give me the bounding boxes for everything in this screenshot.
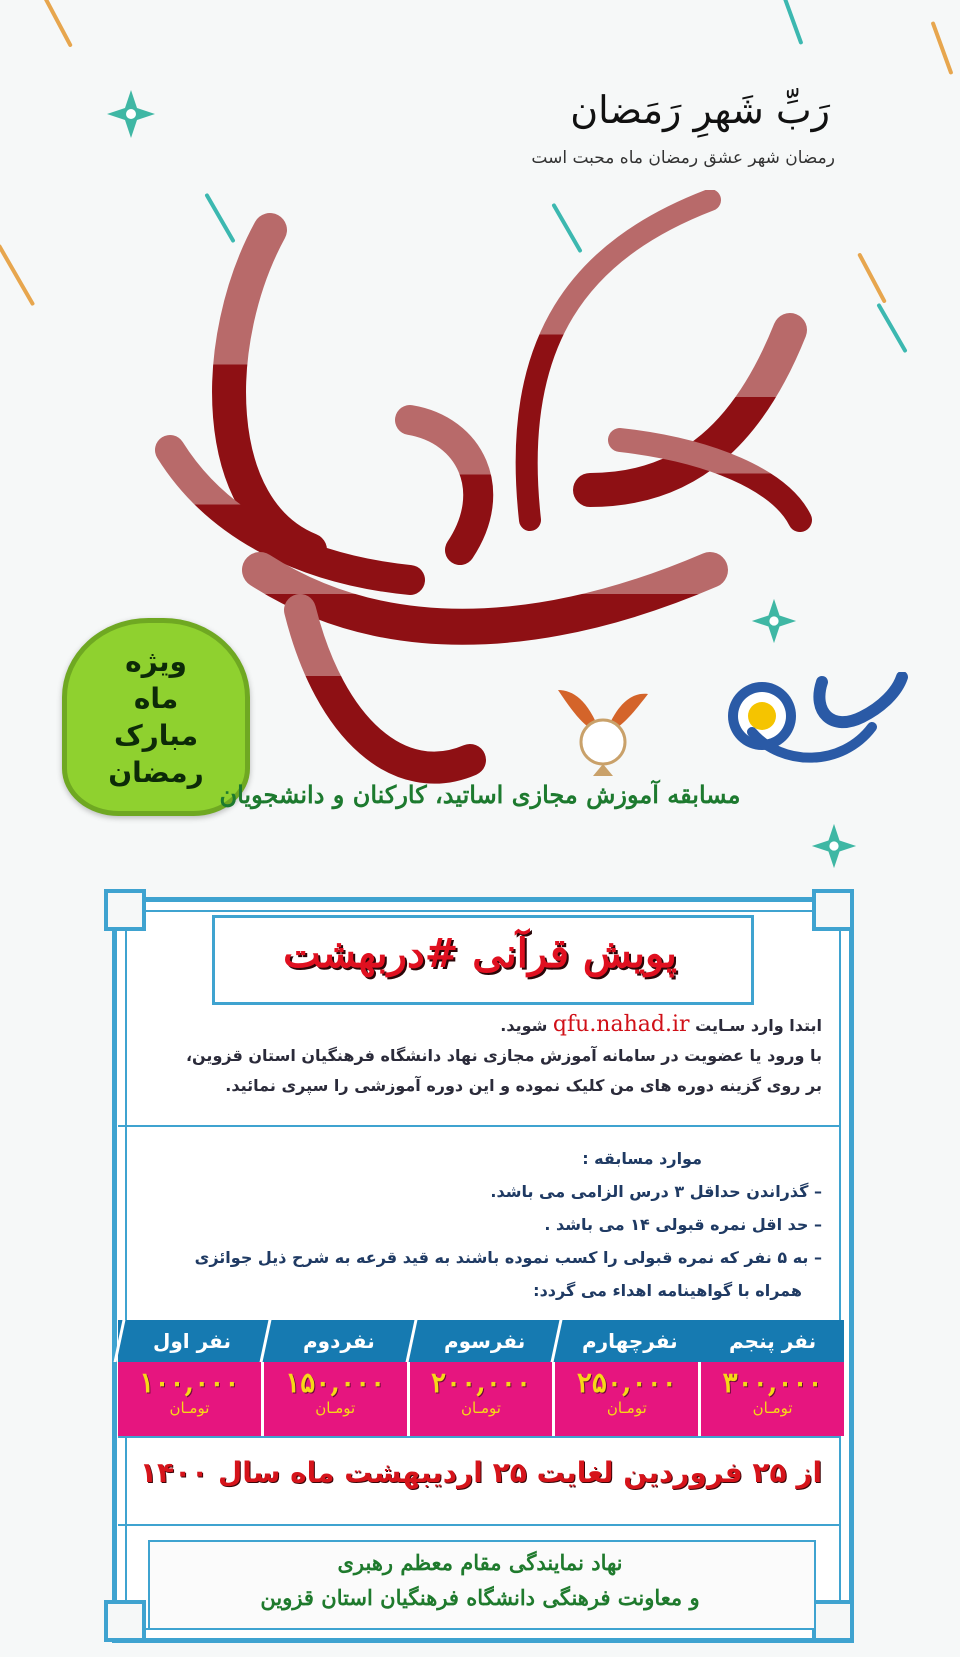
prize-rank: نفرسوم	[405, 1320, 560, 1362]
frame-corner	[812, 1600, 854, 1642]
prize-unit: تومـان	[315, 1399, 356, 1417]
prize-cell	[261, 1362, 407, 1436]
prize-cell	[407, 1362, 553, 1436]
prize-amount: ۲۵۰,۰۰۰	[576, 1366, 677, 1399]
rule-item: – گذراندن حداقل ۳ درس الزامی می باشد.	[490, 1182, 822, 1201]
star-ornament-icon	[810, 822, 858, 870]
section-divider	[118, 1125, 840, 1127]
prize-unit: تومـان	[752, 1399, 793, 1417]
footer-text	[148, 1545, 812, 1615]
calligraphy-label: شهر خدا	[477, 482, 513, 493]
badge-line: ویژه	[125, 645, 187, 678]
prize-rank: نفرچهارم	[551, 1320, 706, 1362]
page-subtitle: رمضان شهر عشق رمضان ماه محبت است	[531, 148, 835, 168]
star-ornament-icon	[105, 88, 157, 140]
footer-line: و معاونت فرهنگی دانشگاه فرهنگیان استان قزوین	[260, 1585, 700, 1610]
frame-corner	[104, 1600, 146, 1642]
prize-unit: تومـان	[169, 1399, 210, 1417]
prize-amount: ۱۵۰,۰۰۰	[285, 1366, 386, 1399]
prize-header-row	[118, 1320, 844, 1362]
confetti-dash	[0, 244, 35, 307]
prize-rank: نفر پنجم	[729, 1329, 817, 1353]
prize-amount: ۲۰۰,۰۰۰	[431, 1366, 531, 1399]
prize-cell	[698, 1362, 844, 1436]
page-title: رَبِّ شَهرِ رَمَضان	[570, 88, 830, 132]
confetti-dash	[781, 0, 804, 45]
frame-corner	[812, 889, 854, 931]
prize-amount-row	[118, 1362, 844, 1436]
rules-section	[140, 1142, 822, 1307]
date-range: از ۲۵ فروردین لغایت ۲۵ اردیبهشت ماه سال ۱۴۰۰	[139, 1456, 823, 1489]
confetti-dash	[931, 21, 954, 75]
badge-line: رمضان	[108, 756, 204, 789]
badge-line: ماه	[133, 682, 179, 715]
intro-text	[140, 1010, 822, 1101]
intro-line: بر روی گزینه دوره های من کلیک نموده و این دوره آموزشی را سپری نمائید.	[225, 1076, 822, 1095]
prize-cell	[552, 1362, 698, 1436]
confetti-dash	[857, 252, 887, 303]
section-divider	[118, 1436, 840, 1438]
intro-prefix: ابتدا وارد سـایت	[695, 1016, 822, 1035]
intro-suffix: شوید.	[500, 1016, 548, 1035]
section-divider	[118, 1524, 840, 1526]
frame-corner	[104, 889, 146, 931]
logo-label: بهشت	[712, 672, 715, 673]
site-url[interactable]: qfu.nahad.ir	[552, 1012, 690, 1037]
intro-line: با ورود یا عضویت در سامانه آموزش مجازی نهاد دانشگاه فرهنگیان استان قزوین،	[185, 1046, 822, 1065]
rule-item: – به ۵ نفر که نمره قبولی را کسب نموده باشند به قید قرعه به شرح ذیل جوائزی	[194, 1248, 822, 1267]
dove-emblem-icon	[548, 680, 658, 780]
campaign-title: پویش قرآنی #دربهشت	[283, 930, 677, 977]
prize-cell	[118, 1362, 261, 1436]
badge-line: مبارک	[113, 719, 199, 752]
rule-continuation: همراه با گواهینامه اهداء می گردد:	[533, 1281, 802, 1300]
prize-rank: نفر اول	[114, 1320, 269, 1362]
rule-item: – حد اقل نمره قبولی ۱۴ می باشد .	[544, 1215, 822, 1234]
confetti-dash	[876, 303, 907, 353]
rules-heading: موارد مسابقه :	[582, 1149, 702, 1168]
prize-unit: تومـان	[461, 1399, 501, 1417]
footer-line: نهاد نمایندگی مقام معظم رهبری	[337, 1550, 623, 1575]
prize-amount: ۳۰۰,۰۰۰	[722, 1366, 823, 1399]
prize-amount: ۱۰۰,۰۰۰	[139, 1366, 240, 1399]
confetti-dash	[43, 0, 73, 48]
prize-rank: نفردوم	[259, 1320, 414, 1362]
tagline: مسابقه آموزش مجازی اساتید، کارکنان و دانشجویان	[219, 780, 741, 809]
prize-unit: تومـان	[606, 1399, 647, 1417]
behesht-logo	[712, 672, 912, 782]
